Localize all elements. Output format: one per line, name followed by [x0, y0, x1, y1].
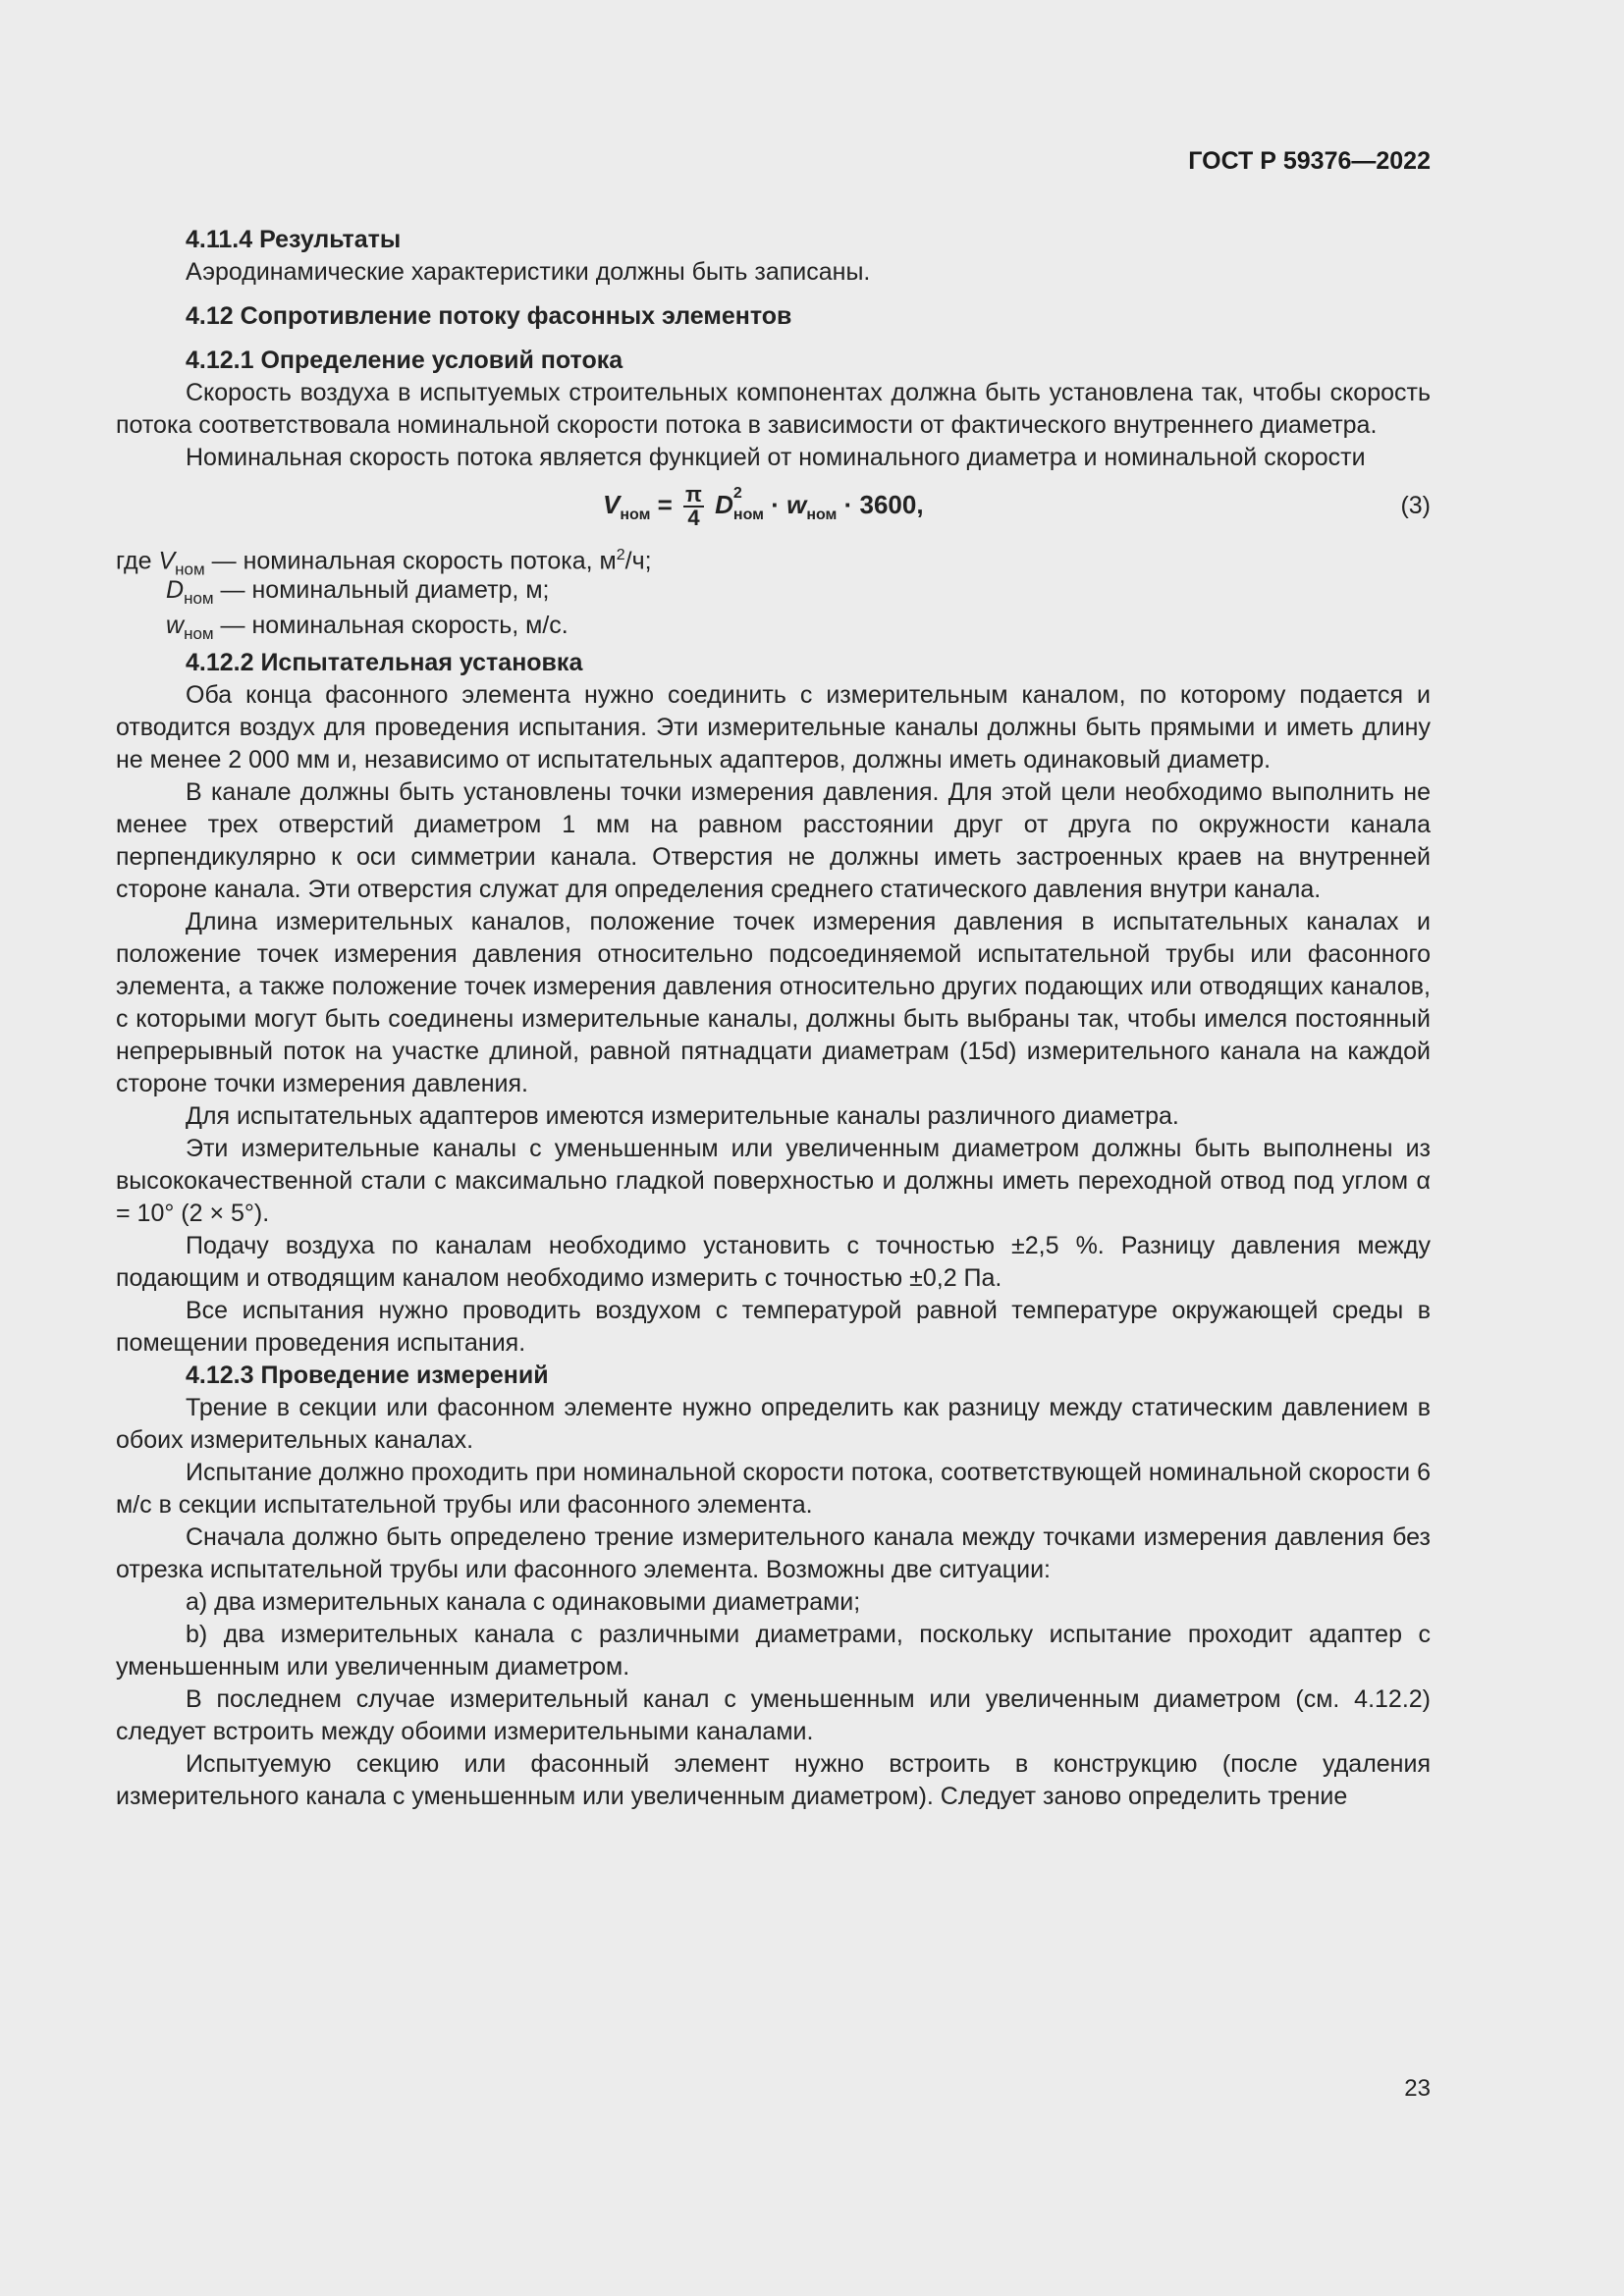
paragraph: Длина измерительных каналов, положение точек измерения давления в испытательных каналах и положение точек измерения давления относительно подсоединяемой испытательной трубы или фасонного элемента, а также положение точек измерения давления относительно других подающих или отводящих каналов, с которыми могут быть соединены измерительные каналы, должны быть выбраны так, чтобы имелся постоянный непрерывный поток на участке длиной, равной пятнадцати диаметрам (15d) измерительного канала на каждой стороне точки измерения давления. — [116, 908, 1431, 1097]
list-item-b: b) два измерительных канала с различными диаметрами, поскольку испытание проходит адаптер с уменьшенным или увеличенным диаметром. — [116, 1621, 1431, 1681]
paragraph: Подачу воздуха по каналам необходимо установить с точностью ±2,5 %. Разницу давления между подающим и отводящим каналом необходимо измерить с точностью ±0,2 Па. — [116, 1232, 1431, 1292]
section-heading-4-11-4: 4.11.4 Результаты — [186, 226, 402, 253]
document-id-header: ГОСТ Р 59376—2022 — [1188, 147, 1431, 175]
page-body — [116, 224, 1431, 1813]
fraction-pi-over-4: $\frac{\pi}{4}$ — [685, 482, 702, 530]
paragraph: Испытание должно проходить при номинальной скорости потока, соответствующей номинальной скорости 6 м/с в секции испытательной трубы или фасонного элемента. — [116, 1459, 1431, 1519]
paragraph: Скорость воздуха в испытуемых строительных компонентах должна быть установлена так, чтобы скорость потока соответствовала номинальной скорости потока в зависимости от фактического внутреннего диаметра. — [116, 379, 1431, 439]
paragraph: Все испытания нужно проводить воздухом с температурой равной температуре окружающей среды в помещении проведения испытания. — [116, 1297, 1431, 1357]
section-heading-4-12-3: 4.12.3 Проведение измерений — [186, 1362, 549, 1389]
page-number: 23 — [1404, 2075, 1431, 2102]
paragraph: Аэродинамические характеристики должны быть записаны. — [186, 258, 871, 286]
section-heading-4-12-1: 4.12.1 Определение условий потока — [186, 347, 623, 374]
paragraph: В последнем случае измерительный канал с уменьшенным или увеличенным диаметром (см. 4.12.2) следует встроить между обоими измерительными каналами. — [116, 1685, 1431, 1745]
formula-expression: $V_{ном}$ = $\frac{\pi}{4}$ D 2 $_{ном} \cdot w_{ном} \cdot 3600$, — [603, 482, 924, 530]
paragraph: Трение в секции или фасонном элементе нужно определить как разницу между статическим давлением в обоих измерительных каналах. — [116, 1394, 1431, 1454]
paragraph: В канале должны быть установлены точки измерения давления. Для этой цели необходимо выполнить не менее трех отверстий диаметром 1 мм на равном расстоянии друг от друга по окружности канала перпендикулярно к оси симметрии канала. Отверстия не должны иметь застроенных краев на внутренней стороне канала. Эти отверстия служат для определения среднего статического давления внутри канала. — [116, 778, 1431, 903]
definition-d: $D_{ном}$ — номинальный диаметр, м; — [166, 576, 550, 608]
paragraph: Оба конца фасонного элемента нужно соединить с измерительным каналом, по которому подается и отводится воздух для проведения испытания. Эти измерительные каналы должны быть прямыми и иметь длину не менее 2 000 мм и, независимо от испытательных адаптеров, должны иметь одинаковый диаметр. — [116, 681, 1431, 774]
paragraph: Испытуемую секцию или фасонный элемент нужно встроить в конструкцию (после удаления измерительного канала с уменьшенным или увеличенным диаметром). Следует заново определить трение — [116, 1750, 1431, 1810]
paragraph: Номинальная скорость потока является функцией от номинального диаметра и номинальной скорости — [186, 444, 1366, 471]
list-item-a: а) два измерительных канала с одинаковыми диаметрами; — [186, 1588, 861, 1616]
definition-v: где $V_{ном}$ — номинальная скорость потока, $м^2/ч$; — [116, 547, 652, 579]
formula-definitions — [116, 539, 1431, 647]
paragraph: Эти измерительные каналы с уменьшенным или увеличенным диаметром должны быть выполнены из высококачественной стали с максимально гладкой поверхностью и должны иметь переходной отвод под углом α = 10° (2 × 5°). — [116, 1135, 1431, 1227]
formula-3 — [116, 484, 1431, 533]
section-heading-4-12: 4.12 Сопротивление потоку фасонных элементов — [186, 302, 792, 330]
definition-w: $w_{ном}$ — номинальная скорость, м/с. — [166, 612, 568, 643]
section-heading-4-12-2: 4.12.2 Испытательная установка — [186, 649, 583, 676]
paragraph: Для испытательных адаптеров имеются измерительные каналы различного диаметра. — [186, 1102, 1179, 1130]
formula-number: (3) — [1400, 492, 1431, 519]
paragraph: Сначала должно быть определено трение измерительного канала между точками измерения давления без отрезка испытательной трубы или фасонного элемента. Возможны две ситуации: — [116, 1523, 1431, 1583]
